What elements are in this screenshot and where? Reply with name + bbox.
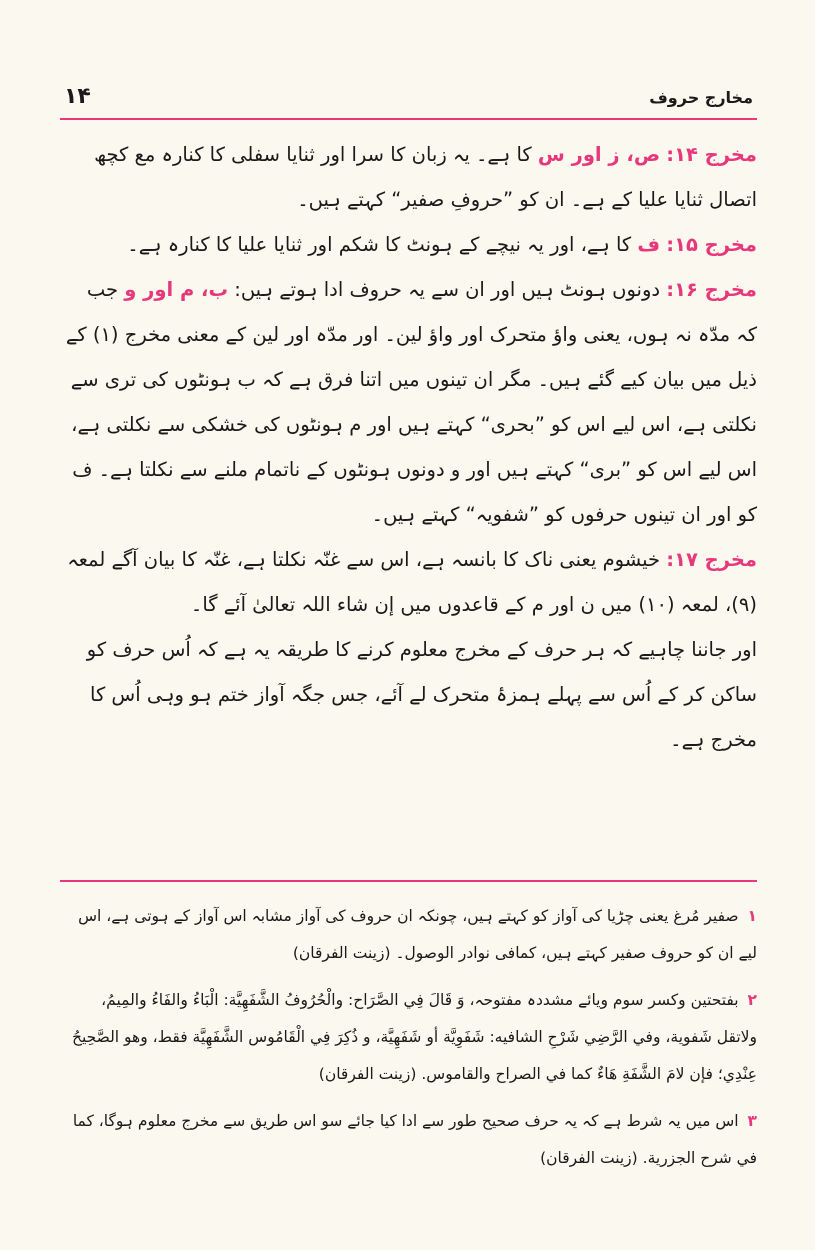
footnote-1 (60, 898, 757, 972)
makhraj-14-letters: ص، ز اور س (537, 143, 661, 166)
footnote-2-text: بفتحتین وکسر سوم ویائے مشددہ مفتوحہ، وَ قَالَ فِي الصَّرَاح: والْحُرُوفُ الشَّفَهِيَّة: الْبَاءُ والفَاءُ والمِيمُ، ولاتقل شَفوية، وفي الرَّضِي شَرْحِ الشافيه: شَفَوِيَّة أو شَفَهِيَّة، و ذُكِرَ فِي الْقَامُوس الشَّفَهِيَّة فقط، وهو الصَّحِيحُ عِنْدِي؛ فإن لامَ الشَّفَةِ هَاءٌ كما في الصراح والقاموس. (زينت الفرقان) (71, 991, 757, 1083)
closing-paragraph: اور جاننا چاہیے کہ ہر حرف کے مخرج معلوم کرنے کا طریقہ یہ ہے کہ اُس حرف کو ساکن کر کے اُس سے پہلے ہمزۂ متحرک لے آئے، جس جگہ آواز ختم ہو وہی اُس کا مخرج ہے۔ (86, 638, 757, 751)
makhraj-15-label: مخرج ۱۵: (666, 233, 757, 256)
footnote-3 (60, 1103, 757, 1177)
footnotes (60, 898, 757, 1187)
makhraj-17-text: خیشوم یعنی ناک کا بانسہ ہے، اس سے غنّہ نکلتا ہے، غنّہ کا بیان آگے لمعہ (۹)، لمعہ (۱۰) میں ن اور م کے قاعدوں میں إن شاء اللہ تعالیٰ آئے گا۔ (67, 548, 757, 616)
footnote-2 (60, 982, 757, 1093)
makhraj-15-text: کا ہے، اور یہ نیچے کے ہونٹ کا شکم اور ثنایا علیا کا کنارہ ہے۔ (127, 233, 632, 256)
makhraj-16 (60, 267, 757, 537)
footnote-divider (60, 880, 757, 882)
running-title: مخارج حروف (649, 88, 753, 107)
makhraj-14-text: کا ہے۔ یہ زبان کا سرا اور ثنایا سفلی کا کنارہ مع کچھ اتصال ثنایا علیا کے ہے۔ ان کو ”حروفِ صفیر“ کہتے ہیں۔ (94, 143, 757, 211)
footnote-2-mark: ۲ (747, 991, 757, 1009)
makhraj-17 (60, 537, 757, 627)
makhraj-17-label: مخرج ۱۷: (666, 548, 757, 571)
makhraj-16-letters: ب، م اور و (124, 278, 229, 301)
main-text (60, 132, 757, 762)
footnote-1-mark: ۱ (747, 907, 757, 925)
makhraj-16-label: مخرج ۱۶: (666, 278, 757, 301)
makhraj-16-text-2: جب کہ مدّہ نہ ہوں، یعنی واؤ متحرک اور واؤ لین۔ اور مدّہ اور لین کے معنی مخرج (۱) کے ذیل میں بیان کیے گئے ہیں۔ مگر ان تینوں میں اتنا فرق ہے کہ ب ہونٹوں کی تری سے نکلتی ہے، اس لیے اس کو ”بحری“ کہتے ہیں اور م ہونٹوں کی خشکی سے نکلتی ہے، اس لیے اس کو ”بری“ کہتے ہیں اور و دونوں ہونٹوں کے ناتمام ملنے سے نکلتا ہے۔ ف کو اور ان تینوں حرفوں کو ”شفویہ“ کہتے ہیں۔ (65, 278, 757, 526)
footnote-1-text: صفیر مُرغ یعنی چڑیا کی آواز کو کہتے ہیں، چونکہ ان حروف کی آواز مشابہ اس آواز کے ہوتی ہے، اس لیے ان کو حروف صفیر کہتے ہیں، کمافی نوادر الوصول۔ (زینت الفرقان) (78, 907, 757, 962)
page-header (60, 84, 757, 120)
page-number: ۱۴ (64, 84, 91, 109)
footnote-3-text: اس میں یہ شرط ہے کہ یہ حرف صحیح طور سے ادا کیا جائے سو اس طریق سے مخرج معلوم ہوگا، کما في شرح الجزرية. (زينت الفرقان) (72, 1112, 757, 1167)
makhraj-14-label: مخرج ۱۴: (666, 143, 757, 166)
makhraj-16-text-1: دونوں ہونٹ ہیں اور ان سے یہ حروف ادا ہوتے ہیں: (234, 278, 661, 301)
makhraj-15-letters: ف (637, 233, 661, 256)
makhraj-15 (60, 222, 757, 267)
makhraj-14 (60, 132, 757, 222)
footnote-3-mark: ۳ (747, 1112, 757, 1130)
